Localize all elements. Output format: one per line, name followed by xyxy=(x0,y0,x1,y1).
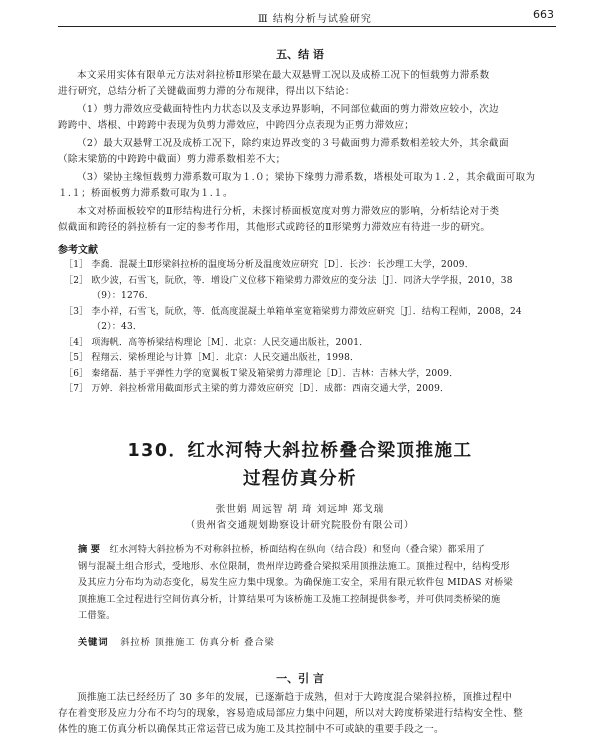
abstract-label: 摘 要 xyxy=(78,544,101,555)
conclusion-paragraph-2: （1）剪力滞效应受截面特性内力状态以及支承边界影响，不同部位截面的剪力滞效应较小，次边 跨跨中、塔根、中跨跨中表现为负剪力滞效应，中跨四分点表现为正剪力滞效应； xyxy=(58,104,499,132)
abstract: 摘 要 红水河特大斜拉桥为不对称斜拉桥，桥面结构在纵向（结合段）和竖向（叠合梁）都采用了 钢与混凝土组合形式，受地形、水位限制，贵州岸边跨叠合梁拟采用顶推法施工。顶推过程中，结构受形 及其应力分布均为动态变化，易发生应力集中现象。为确保施工安全，采用有限元软件包 MIDAS 对桥梁 顶推施工全过程进行空间仿真分析，计算结果可为该桥施工及施工控制提供参考，并可供同类桥梁的施 工借鉴。 xyxy=(78,544,513,621)
reference-item: ［2］ 欧少波，石雪飞，阮欣，等．增设广义位移下箱梁剪力滞效应的变分法［J］．同济大学学报，2010，38 （9）：1276． xyxy=(64,275,513,301)
introduction-paragraph: 顶推施工法已经经历了 30 多年的发展，已逐渐趋于成熟，但对于大跨度混合梁斜拉桥，顶推过程中 存在着变形及应力分布不均匀的现象，容易造成局部应力集中问题，所以对大跨度桥梁进行结构安全性、整 体性的施工仿真分析以确保其正常运营已成为施工及其控制中不可或缺的重要手段之一。 xyxy=(58,692,524,736)
reference-item: ［5］ 程翔云．梁桥理论与计算［M］．北京：人民交通出版社，1998． xyxy=(64,353,360,363)
conclusion-heading: 五、结 语 xyxy=(276,48,324,61)
references-heading: 参考文献 xyxy=(58,245,98,256)
reference-item: ［6］ 秦绪磊．基于平弹性力学的宽翼板Ｔ梁及箱梁剪力滞理论［D］．吉林：吉林大学，2009． xyxy=(64,368,459,379)
running-header xyxy=(58,8,556,27)
conclusion-paragraph-3: （2）最大双悬臂工况及成桥工况下，除约束边界改变的３号截面剪力滞系数相差较大外，其余截面 （除末梁筋的中跨跨中截面）剪力滞系数相差不大； xyxy=(58,138,509,166)
running-title: Ⅲ 结构分析与试验研究 xyxy=(258,14,372,25)
article-title-line-1: 130．红水河特大斜拉桥叠合梁顶推施工 xyxy=(127,441,473,461)
conclusion-paragraph-1: 本文采用实体有限单元方法对斜拉桥Ⅱ形梁在最大双悬臂工况以及成桥工况下的恒载剪力滞系数 进行研究，总结分析了关键截面剪力滞的分布规律，得出以下结论： xyxy=(58,70,490,98)
reference-item: ［4］ 项海帆．高等桥梁结构理论［M］．北京：人民交通出版社，2001． xyxy=(64,337,369,348)
reference-item: ［1］ 李喬．混凝土Ⅱ形梁斜拉桥的温度场分析及温度效应研究［D］．长沙：长沙理工大学，2009． xyxy=(64,260,474,270)
reference-item: ［3］ 李小祥，石雪飞，阮欣，等．低高度混凝土单箱单室宽箱梁剪力滞效应研究［J］．结构工程师，2008，24 （2）：43． xyxy=(64,306,522,332)
reference-list xyxy=(64,258,548,398)
author-affiliation: （贵州省交通规划勘察设计研究院股份有限公司） xyxy=(185,520,415,531)
keywords xyxy=(78,634,533,648)
keywords-value: 斜拉桥 顶推施工 仿真分析 叠合梁 xyxy=(120,637,275,648)
conclusion-paragraph-5: 本文对桥面板较窄的Ⅱ形结构进行分析，未探讨桥面板宽度对剪力滞效应的影响，分析结论对于类 似截面和跨径的斜拉桥有一定的参考作用，其他形式或跨径的Ⅱ形梁剪力滞效应有待进一步的研究。 xyxy=(58,206,500,234)
introduction-heading: 一、引 言 xyxy=(276,672,324,685)
conclusion-paragraph-4: （3）梁协主缘恒载剪力滞系数可取为１.０；梁协下缘剪力滞系数，塔根处可取为１.２，其余截面可取为 １.１；桥面板剪力滞系数可取为１.１。 xyxy=(58,172,536,200)
article-title-line-2: 过程仿真分析 xyxy=(243,469,357,489)
reference-item: ［7］ 万婷．斜拉桥常用截面形式主梁的剪力滞效应研究［D］．成都：西南交通大学，2009． xyxy=(64,384,450,394)
page-number: 663 xyxy=(533,8,554,21)
author-list: 张世娟 周远智 胡 琦 刘远坤 郑戈瑞 xyxy=(215,504,385,515)
keywords-label: 关键词 xyxy=(78,637,109,648)
